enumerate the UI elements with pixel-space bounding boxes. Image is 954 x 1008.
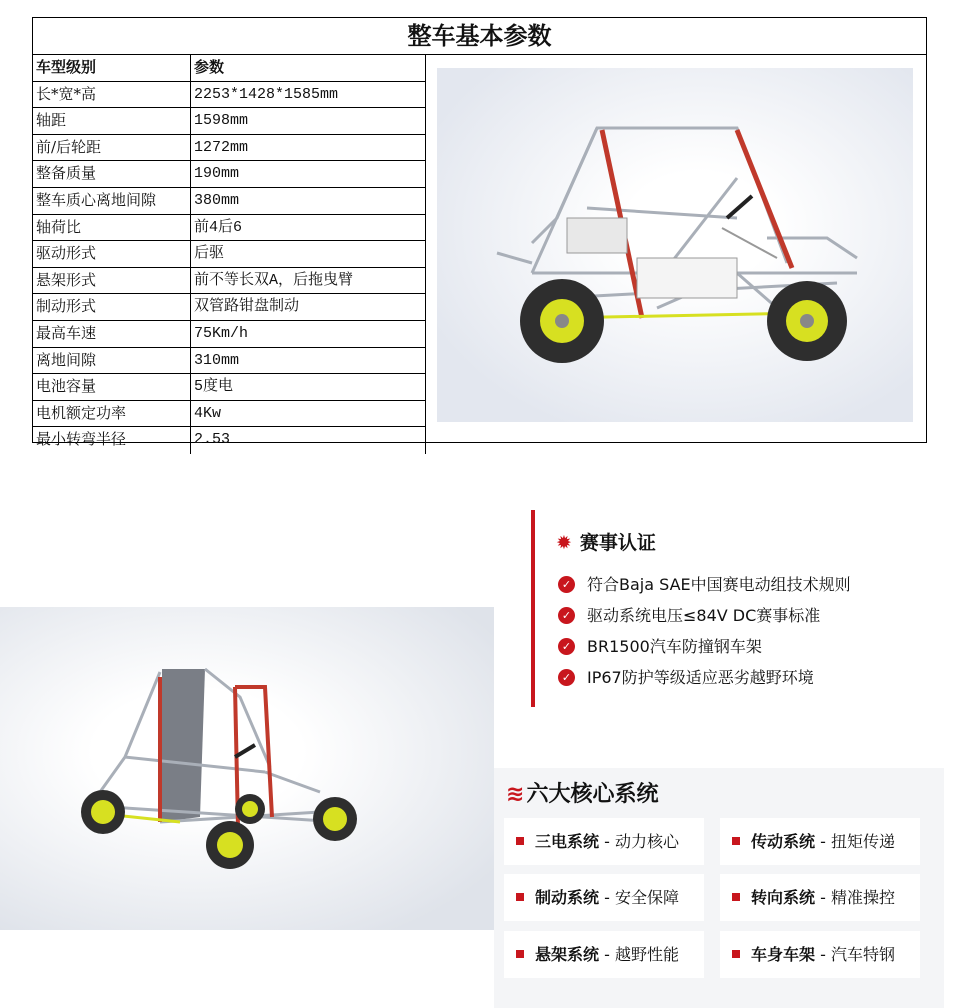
table-row xyxy=(33,268,426,295)
spec-value: 2253*1428*1585mm xyxy=(191,82,426,108)
certification-item-text: BR1500汽车防撞钢车架 xyxy=(587,637,762,656)
square-bullet-icon xyxy=(516,893,524,901)
spec-key: 整备质量 xyxy=(33,161,191,187)
spec-header-key: 车型级别 xyxy=(33,55,191,81)
core-systems-heading xyxy=(506,780,658,810)
spec-value: 1598mm xyxy=(191,108,426,134)
spec-value: 75Km/h xyxy=(191,321,426,347)
spec-key: 驱动形式 xyxy=(33,241,191,267)
spec-value: 310mm xyxy=(191,348,426,374)
certification-item-text: IP67防护等级适应恶劣越野环境 xyxy=(587,668,814,687)
system-desc: - 安全保障 xyxy=(599,888,679,907)
spec-key: 电机额定功率 xyxy=(33,401,191,427)
table-row xyxy=(33,348,426,375)
square-bullet-icon xyxy=(732,893,740,901)
table-row xyxy=(33,427,426,454)
spec-key: 制动形式 xyxy=(33,294,191,320)
certification-item-text: 符合Baja SAE中国赛电动组技术规则 xyxy=(587,575,851,594)
system-name: 传动系统 xyxy=(751,832,816,851)
list-item xyxy=(558,569,851,600)
certification-item-text: 驱动系统电压≤84V DC赛事标准 xyxy=(587,606,821,625)
system-name: 悬架系统 xyxy=(535,945,600,964)
table-row xyxy=(33,294,426,321)
table-row xyxy=(33,161,426,188)
system-desc: - 越野性能 xyxy=(599,945,679,964)
table-row xyxy=(33,188,426,215)
spec-value: 1272mm xyxy=(191,135,426,161)
table-row xyxy=(33,135,426,162)
system-card xyxy=(720,818,920,865)
system-name: 制动系统 xyxy=(535,888,600,907)
vehicle-perspective-image xyxy=(0,607,494,930)
spec-value: 380mm xyxy=(191,188,426,214)
table-row xyxy=(33,374,426,401)
list-item xyxy=(558,600,851,631)
spec-table-body xyxy=(33,55,426,454)
certification-title: 赛事认证 xyxy=(579,532,656,554)
gear-icon: ✹ xyxy=(556,532,572,554)
list-item xyxy=(558,662,851,693)
core-systems-title: 六大核心系统 xyxy=(526,782,659,807)
spec-key: 长*宽*高 xyxy=(33,82,191,108)
vehicle-side-view-image xyxy=(437,68,913,422)
table-row xyxy=(33,215,426,242)
spec-key: 悬架形式 xyxy=(33,268,191,294)
check-icon: ✓ xyxy=(558,576,575,593)
spec-table-header-row xyxy=(33,55,426,82)
check-icon: ✓ xyxy=(558,638,575,655)
spec-key: 电池容量 xyxy=(33,374,191,400)
spec-header-value: 参数 xyxy=(191,55,426,81)
spec-value: 190mm xyxy=(191,161,426,187)
table-row xyxy=(33,108,426,135)
system-name: 三电系统 xyxy=(535,832,600,851)
table-row xyxy=(33,321,426,348)
system-desc: - 精准操控 xyxy=(815,888,895,907)
spec-key: 轴距 xyxy=(33,108,191,134)
system-card xyxy=(504,874,704,921)
table-row xyxy=(33,82,426,109)
system-card xyxy=(504,931,704,978)
layers-icon: ≋ xyxy=(506,782,525,807)
list-item xyxy=(558,631,851,662)
spec-key: 轴荷比 xyxy=(33,215,191,241)
certification-accent-bar xyxy=(531,510,535,707)
spec-value: 前4后6 xyxy=(191,215,426,241)
spec-value: 2.53 xyxy=(191,427,426,454)
spec-table-title: 整车基本参数 xyxy=(33,18,926,55)
spec-key: 最小转弯半径 xyxy=(33,427,191,454)
spec-value: 后驱 xyxy=(191,241,426,267)
system-desc: - 动力核心 xyxy=(599,832,679,851)
certification-heading xyxy=(556,530,656,556)
spec-table xyxy=(32,17,927,449)
system-name: 转向系统 xyxy=(751,888,816,907)
square-bullet-icon xyxy=(516,837,524,845)
square-bullet-icon xyxy=(516,950,524,958)
system-card xyxy=(720,931,920,978)
system-card xyxy=(504,818,704,865)
square-bullet-icon xyxy=(732,950,740,958)
table-row xyxy=(33,241,426,268)
table-row xyxy=(33,401,426,428)
system-name: 车身车架 xyxy=(751,945,816,964)
spec-key: 前/后轮距 xyxy=(33,135,191,161)
spec-value: 4Kw xyxy=(191,401,426,427)
spec-value: 双管路钳盘制动 xyxy=(191,294,426,320)
check-icon: ✓ xyxy=(558,607,575,624)
spec-key: 最高车速 xyxy=(33,321,191,347)
spec-key: 整车质心离地间隙 xyxy=(33,188,191,214)
spec-value: 5度电 xyxy=(191,374,426,400)
spec-key: 离地间隙 xyxy=(33,348,191,374)
system-desc: - 扭矩传递 xyxy=(815,832,895,851)
system-card xyxy=(720,874,920,921)
check-icon: ✓ xyxy=(558,669,575,686)
square-bullet-icon xyxy=(732,837,740,845)
system-desc: - 汽车特钢 xyxy=(815,945,895,964)
spec-value: 前不等长双A，后拖曳臂 xyxy=(191,268,426,294)
certification-list xyxy=(558,569,851,693)
